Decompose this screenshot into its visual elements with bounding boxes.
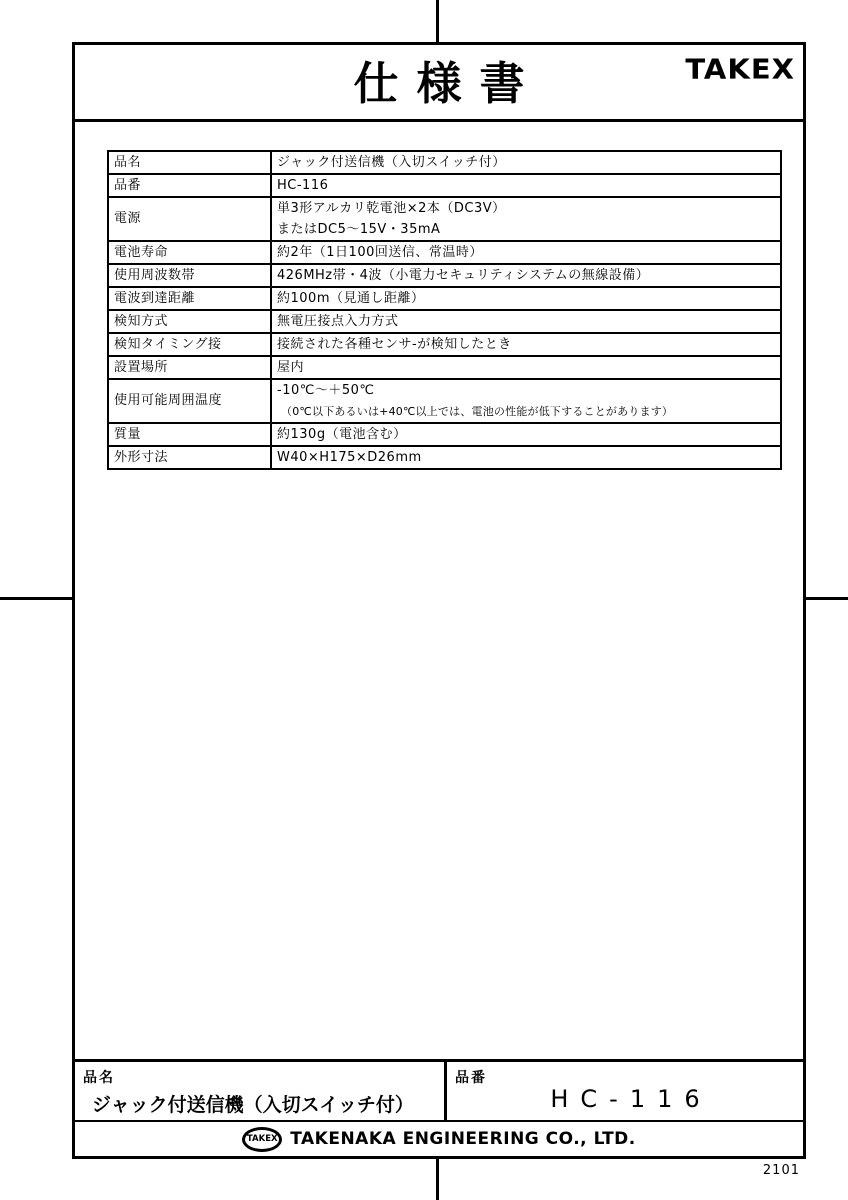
spec-label: 品名 [108, 151, 271, 174]
spec-value-line: 無電圧接点入力方式 [277, 314, 399, 329]
spec-value-line: 約2年（1日100回送信、常温時） [277, 245, 483, 260]
spec-value-line: -10℃～＋50℃ [277, 383, 375, 398]
spec-table-row [108, 287, 781, 310]
spec-label: 電源 [108, 197, 271, 241]
title-block-code-cell [444, 1062, 803, 1120]
company-logo-band [75, 1120, 803, 1156]
spec-label: 設置場所 [108, 356, 271, 379]
spec-table-row [108, 241, 781, 264]
spec-value-line: 約100m（見通し距離） [277, 291, 425, 306]
spec-sheet-page [72, 42, 806, 1159]
spec-value [271, 333, 781, 356]
spec-value-line: 屋内 [277, 360, 305, 375]
spec-value [271, 264, 781, 287]
spec-label: 外形寸法 [108, 446, 271, 469]
product-name-label: 品名 [83, 1070, 115, 1086]
spec-value [271, 423, 781, 446]
title-block-name-cell [75, 1062, 444, 1120]
spec-table-row [108, 356, 781, 379]
crop-mark-bottom [436, 1157, 439, 1200]
takex-oval-logo-text: TAKEX [246, 1134, 278, 1144]
takex-oval-logo-icon [242, 1127, 282, 1152]
spec-value-line: HC-116 [277, 178, 329, 193]
spec-label: 質量 [108, 423, 271, 446]
spec-label: 検知タイミング接 [108, 333, 271, 356]
title-block [75, 1059, 803, 1120]
spec-value-line: W40×H175×D26mm [277, 450, 422, 465]
spec-table [107, 150, 782, 470]
page-body [75, 122, 803, 1059]
spec-value [271, 151, 781, 174]
spec-label: 使用可能周囲温度 [108, 379, 271, 423]
spec-table-row [108, 379, 781, 423]
product-code-label: 品番 [455, 1070, 487, 1086]
spec-table-row [108, 333, 781, 356]
spec-value [271, 310, 781, 333]
spec-label: 品番 [108, 174, 271, 197]
spec-value-line: 単3形アルカリ乾電池×2本（DC3V） [277, 201, 506, 216]
spec-table-row [108, 446, 781, 469]
spec-label: 検知方式 [108, 310, 271, 333]
spec-table-row [108, 423, 781, 446]
document-number: 2101 [762, 1163, 800, 1178]
spec-value-line: ジャック付送信機（入切スイッチ付） [277, 155, 506, 170]
spec-label: 電池寿命 [108, 241, 271, 264]
spec-value [271, 174, 781, 197]
spec-value-line: またはDC5～15V・35mA [277, 222, 441, 237]
spec-table-row [108, 151, 781, 174]
spec-table-row [108, 174, 781, 197]
takex-brand-logo: TAKEX [685, 52, 795, 86]
spec-value [271, 379, 781, 423]
page-title: 仕様書 [353, 57, 543, 110]
crop-mark-top [436, 0, 439, 45]
spec-value [271, 446, 781, 469]
spec-label: 使用周波数帯 [108, 264, 271, 287]
spec-value-line: 接続された各種センサ-が検知したとき [277, 337, 512, 352]
product-code: HC-116 [550, 1085, 712, 1113]
spec-value [271, 287, 781, 310]
company-name: TAKENAKA ENGINEERING CO., LTD. [290, 1129, 636, 1149]
spec-label: 電波到達距離 [108, 287, 271, 310]
crop-mark-left [0, 597, 74, 600]
spec-value-line: （0℃以下あるいは+40℃以上では、電池の性能が低下することがあります） [281, 405, 674, 418]
spec-table-row [108, 310, 781, 333]
product-name: ジャック付送信機（入切スイッチ付） [92, 1094, 414, 1116]
spec-value [271, 197, 781, 241]
spec-value [271, 241, 781, 264]
page-header [75, 45, 803, 122]
spec-table-row [108, 197, 781, 241]
spec-table-row [108, 264, 781, 287]
spec-value-line: 426MHz帯・4波（小電力セキュリティシステムの無線設備） [277, 268, 650, 283]
spec-value [271, 356, 781, 379]
crop-mark-right [804, 597, 848, 600]
spec-value-line: 約130g（電池含む） [277, 427, 407, 442]
